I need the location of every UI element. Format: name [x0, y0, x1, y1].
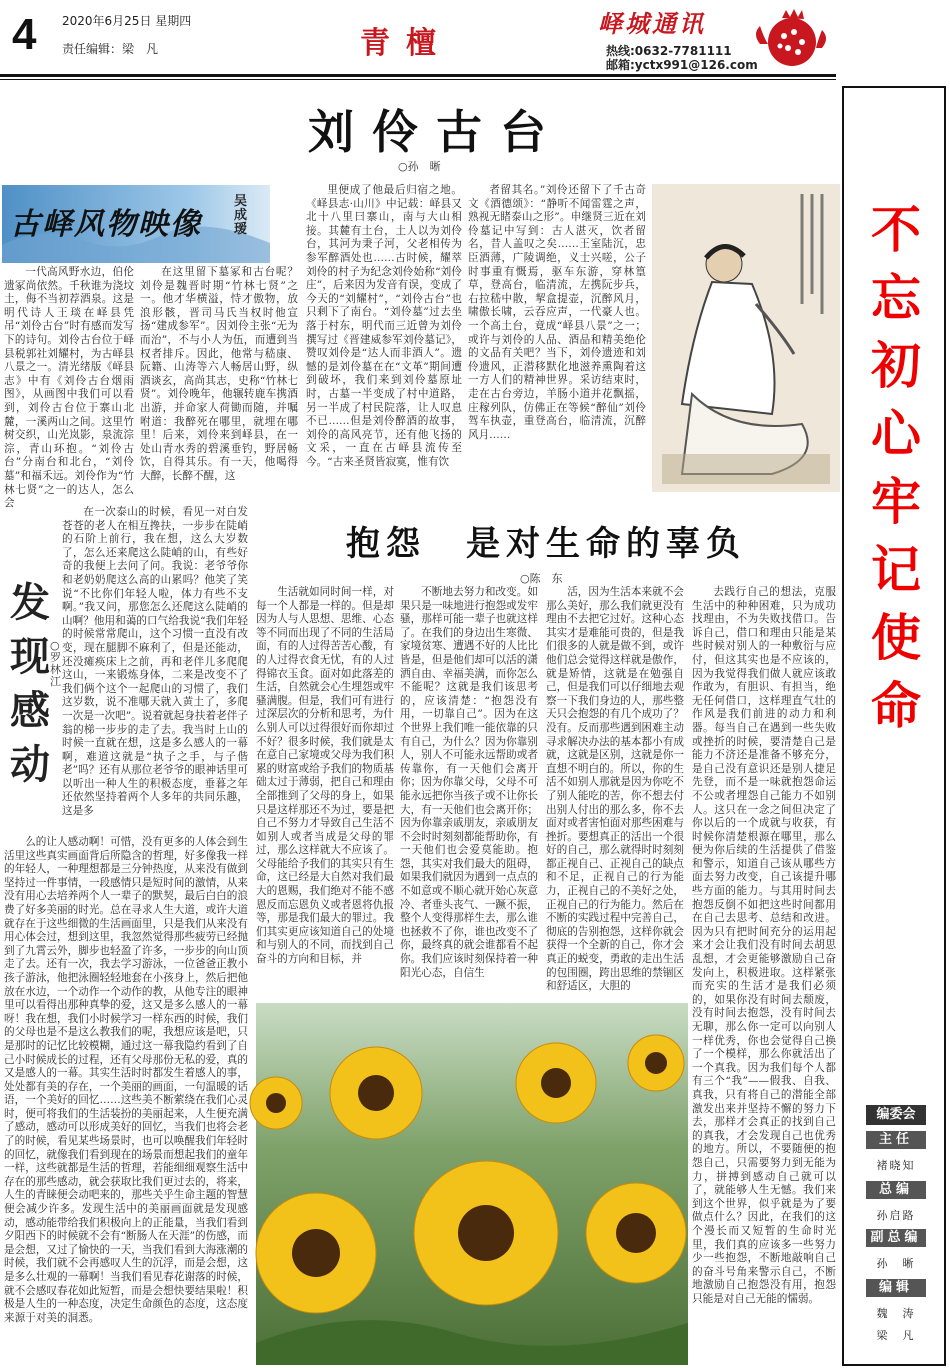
page-number: 4 — [12, 10, 37, 59]
article3-author: ○陈 东 — [520, 572, 563, 585]
article1-author: ○孙 晰 — [398, 160, 441, 173]
sunflower-photo — [256, 1003, 688, 1365]
editorial-board-heading: 编委会 — [866, 1105, 926, 1125]
email: 邮箱:yctx991@126.com — [606, 58, 758, 72]
sunflower-field-icon — [256, 1003, 688, 1365]
responsible-editor: 责任编辑：梁 凡 — [62, 42, 159, 56]
article3-col2: 不断地去努力和改变。如果只是一味地进行抱怨或发牢骚，那样可能一辈子也就这样了。在我们的身边出生寒微、家境贫寒、遭遇不好的人比比皆是，但是他们却可以活的潇洒自由、幸福美满，而你怎么不能呢？这就是我们该思考的，应该清楚：“抱怨没有用，一切靠自己”。因为在这个世界上我们唯一能依靠的只有自己，为什么？因为你靠别人，别人不可能永远帮助或者传靠你，有一天他们会离开你；因为你靠父母，父母不可能永远把你当孩子或不让你长大，有一天他们也会离开你；因为你靠亲戚朋友，亲戚朋友不会时时刻刻都能帮助你，有一天他们也会爱莫能助。抱怨，其实对我们最大的阻碍，如果我们就因为遇到一点点的不如意或不顺心就开始心灰意冷、者垂头丧气、一蹶不振，整个人变得那样生去，那么谁也拯救不了你，谁也改变不了你，最终真的就会谁都看不起你。我们应该时刻保持着一种阳光心态，自信生 — [400, 586, 538, 979]
banner-text: 古峄风物映像 — [10, 207, 202, 242]
name-editor-1: 魏 涛 — [876, 1307, 916, 1320]
liu-ling-painting — [652, 184, 840, 492]
article1-col4: 者留其名。”刘伶还留下了千古奇文《酒德颂》：“静听不闻雷霆之声，熟视无睹泰山之形”。申继贤三近在刘伶墓记中写到：古人湛灭，饮者留名，昔人盖叹之矣……王室陆沉，忠臣酒薄，广陵调绝，义士兴嗟，公子时事重有慨焉，驱车东游，穿林篁草，登高台，临清流，左携阮步兵，右拉嵇中散，挈盒提壶，沉醉风月，啸傲长啸，云吞应声，一代豪人也。一个高土台，竟成“峄县八景”之一；或许与刘伶的人品、酒品和精美绝伦的文品有关吧？当下，刘伶遗迹和刘伶遗风，正潜移默化地滋养熏陶着这一方人们的精神世界。采访结束时，走在古台旁边，羊肠小道并花飘摇，庄稼列队，仿佛正在等候“醉仙”刘伶驾车执壶，重登高台，临清流，沉醉风月…… — [468, 184, 646, 441]
article2-title: 发 现 感 动 — [10, 580, 50, 788]
article2-author: ○罗林江 — [50, 639, 61, 688]
newspaper-masthead: 峄城通讯 — [598, 9, 706, 38]
role-editors: 编辑 — [866, 1279, 926, 1297]
article3-col3: 活，因为生活本来就不会那么美好，那么我们就更没有理由不去把它过好。这种心态其实才是难能可贵的，但是我们很多的人就是做不到，或许他们总会觉得这样就是傲作，就是矫情，这就是在勉强自己，但是我们可以仔细地去观察一下我们身边的人，那些整天只会抱怨的有几个成功了？没有。反而那些遇到困难主动寻求解决办法的基本都小有成就，这就是区别，这就是你一直想不明白的。所以，你的生活不如别人那就是因为你吃不了别人能吃的苦，你不想去付出别人付出的那么多，你不去面对或者害怕面对那些困难与挫折。要想真正的活出一个很好的自己，那么就得时时刻刻都正视自己、正视自己的缺点和不足，正视自己的行为能力，正视自己的不美好之处，正视自己的行为能力。然后在不断的实践过程中完善自己，彻底的告别抱怨，这样你就会获得一个全新的自己，你才会真正的蜕变，勇敢的走出生活的包围圈，跨出思维的禁锢区和舒适区，大胆的 — [546, 586, 684, 993]
issue-date: 2020年6月25日 星期四 — [62, 14, 192, 28]
article1-col1: 一代高风野水边，伯伦遗冢尚依然。千秋谁为浇坟土，侮不当初荐酒泉。这是明代诗人王琰在峄县凭吊“刘伶古台”时有感而发写下的诗句。刘伶古台位于峄县税郭社刘耀村，为古峄县八景之一。清光绪版《峄县志》中有《刘伶古台烟雨图》，从画图中我们可以看到，刘伶古台位于寨山北麓，一溪两山之间。这里竹树交织，山光岚影，泉流淙淙，青山环抱。“刘伶古台”分南台和北台，“刘伶墓”和福禾远。刘伶作为“竹林七贤”之一的达人，怎么会 — [4, 266, 134, 510]
header-rule — [0, 74, 836, 77]
pomegranate-logo-icon — [752, 4, 830, 72]
name-deputy-chief: 孙 晰 — [876, 1257, 916, 1270]
banner-signature: 吴成瑷 — [234, 194, 248, 237]
role-director: 主任 — [866, 1131, 926, 1149]
role-deputy-chief: 副总编 — [866, 1229, 926, 1247]
article3-title: 抱怨 是对生命的辜负 — [346, 524, 746, 564]
article1-col3: 里便成了他最后归宿之地。《峄县志·山川》中记载：峄县又北十八里曰寨山，南与大山相接。其麓有土台，土人以为刘伶台，其河为秉子河，父老相传为参军醉酒处也……古时候，耀萃刘伶的村子为纪念刘伶始称“刘伶庄”，后来因为发音有误，变成了今天的“刘耀村”，“刘伶古台”也只剩下了南台。“刘伶墓”过去坐落于村东，明代而三近曾为刘伶撰写过《晋建威参军刘伶墓记》，赞叹刘伶是“达人而非酒人”。遗憾的是刘伶墓在在“文革”期间遭到破坏，我们来到刘伶墓原址时，古墓一半变成了村中道路，另一半成了村民院落，让人叹息不已……但是刘伶醉酒的故事，刘伶的高风亮节，还有他飞扬的文采，一直在古峄县流传至今。“古来圣贤皆寂寞，惟有饮 — [306, 184, 462, 468]
header-rule-thin — [0, 79, 836, 80]
name-director: 褚晓知 — [876, 1159, 916, 1172]
article2-col-top: 在一次泰山的时候，看见一对白发苍苍的老人在相互搀扶，一步步在陡峭的石阶上前行，我在想，这么大岁数了，怎么还来爬这么陡峭的山，有些好奇的我便上去问了问。我说：老爷爷你和老奶奶爬这么高的山累吗？他笑了笑说“不比你们年轻人啦，体力有些不支啊。”我又问，那您怎么还爬这么陡峭的山啊？他用和蔼的口气给我说“我们年轻的时候常常爬山，这个习惯一直没有改变，现在腿脚不麻利了，但是还能动，还没瘫痪床上之前，再和老伴儿多爬爬这山，一来锻炼身体，二来是改变不了我们俩个这个一起爬山的习惯了，我们这岁数，说不准哪天就入黄土了，多爬一次是一次吧”。说着就起身扶着老伴子翁的梯一步步的走了去。我当时上山的时候一直就在想，这是多么感人的一幕啊，难道这就是“执子之手，与子偕老”吗？还有从那位老爷爷的眼神话里可以听出一种人生的积极态度，垂暮之年还依然坚持着两个人多年的共同乐趣，这是多 — [62, 506, 248, 818]
hotline: 热线:0632-7781111 — [606, 44, 732, 58]
article1-title: 刘伶古台 — [308, 105, 564, 159]
article3-col4: 去践行自己的想法，克服生活中的种种困难，只为成功找理由，不为失败找借口。告诉自己，借口和理由只能是某些时候对别人的一种敷衍与应付，但这其实也是不应该的，因为我觉得我们做人就应该敢作敢为，有胆识、有担当，绝无任何借口，这样理直气壮的作风是我们前进的动力和利器。每当自己在遇到一些失败或挫折的时候，要清楚自己是能力不济还是准备不够充分，是自己没有意识还是别人捷足先登，而不是一味就抱怨命运不公或者埋怨自己能力不如别人。这只在一念之间但决定了你以后的一个成就与收获，有时候你清楚根源在哪里，那么便为你后续的生活提供了借鉴和警示，知道自己该从哪些方面去努力改变，自己该提升哪些方面的能力。与其用时间去抱怨反倒不如把这些时间都用在自己去思考、总结和改进。因为只有把时间充分的运用起来才会让我们没有时间去胡思乱想，才会更能够激励自己奋发向上，积极进取。这样紧张而充实的生活才是我们必须的，如果你没有时间去颓废，没有时间去抱怨，没有时间去无聊，那么你一定可以向别人一样优秀，你也会觉得自己换了一个模样，那么你就活出了一个真我。因为我们每个人都有三个“我”——假我、自我、真我，只有将自己的潜能全部激发出来并坚持不懈的努力下去，那样才会真正的找到自己的真我，才会发现自己也优秀的地方。所以，不要随便的抱怨自己，只需要努力到无能为力，拼搏到感动自己就可以了，就能够人生无憾。我们来到这个世界，似乎就是为了要做点什么？因此，在我们的这个漫长而又短暂的生命时光里，我们真的应该多一些努力少一些抱怨，不断地敲响自己的奋斗号角来警示自己，不断地激励自己抱怨没有用，抱怨只能是对自己无能的懦弱。 — [692, 586, 836, 1305]
name-editor-in-chief: 孙启路 — [876, 1209, 916, 1222]
article3-col1: 生活就如同时间一样，对每一个人都是一样的。但是却因为人与人思想、思维、心态等不同而出现了不同的生活局面，有的人过得苦苦心酸，有的人过得衣食无忧，有的人过得锦衣玉食。面对如此落差的生活，自然就会心生埋怨或牢骚满腹。但是，我们可有进行过深层次的分析和思考，为什么别人可以过得很好而你却过不好？很多时候，我们就是太在意自己家境或父母为我们积累的财富或给予我们的物质基础太过于薄弱，把自己和理由全部推到了父母的身上，如果只是这样那还不为过，要是把自己不努力才导致自己生活不如别人或者当成是父母的罪过，那么这样就大不应该了。父母能给予我们的其实只有生命，这已经是大自然对我们最大的恩赐，我们绝对不能不感恩反而忘恩负义或者恩将仇报等，那是我们最大的罪过。我们其实更应该知道自己的处境和与别人的不同，而找到自己奋斗的方向和目标，并 — [256, 586, 394, 966]
role-editor-in-chief: 总编 — [866, 1181, 926, 1199]
slogan-vertical: 不 忘 初 心 牢 记 使 命 — [871, 201, 921, 735]
section-title: 青檀 — [360, 26, 452, 61]
article2-col-bottom: 么的让人感动啊！可惜，没有更多的人体会到生活里这些真实画面背后所隐含的哲理，好多像我一样的年轻人，一种理想都是三分钟热度，从来没有做到坚持过一件事情，一段感情只是短时间的激情，从来没有用心去培养两个人一辈子的默契，最后白白的浪费了好多美丽的时光。总在寻求人生大道，或许大道就存在于这些细微的生活画面里，只是我们从来没有用心体会过，想到这里，我忽然觉得那些疲劳已经抛到了九霄云外，脚步也轻盈了许多，一步步的向山顶走了去。还有一次，我去学习游泳，一位爸爸正教小孩子游泳，他把泳圈轻轻地套在小孩身上，然后把他放在水边，一个动作一个动作的教，从他专注的眼神里可以看得出那种真挚的爱，这又是多么感人的一幕呀！我在想，我们小时候学习一样东西的时候，我们的父母也是不是这么教我们的呢，我想应该是吧，只是那时的记忆比较模糊，通过这一幕我隐约看到了自己小时候成长的过程，还有父母那份无私的爱，真的又是感人的一幕。其实生活时时都发生着感人的事，处处都有美的存在，一个美丽的画面，一句温暖的话语，一个美好的回忆……这些美不断萦绕在我们心灵时，便可将我们的生活装扮的美丽起来，人生便充满了感动，感动可以形成美好的回忆，当我们也将会老了的时候，看见某些场景时，也可以唤醒我们年轻时的回忆，就像我们看到现在的场景而想起我们的童年一样，这些就都是生活的哲理，若能细细观察生活中存在的那些感动，就会获取比我们更过去的，将来，人生的青睐便会动吧来的，那些关乎生命主题的智慧便会减少许多。发现生活中的美丽画面就是发现感动，感动能带给我们积极向上的正能量，当我们看到夕阳西下的时候就不会有“断肠人在天涯”的伤感，而是会想，又过了愉快的一天，当我们看到大海涨潮的时候，我们就不会再感叹人生的沉浮，而是会想，这是多么壮观的一幕啊！当我们看见春花谢落的时候，就不会感叹春花如此短暂，而是会想快要结果啦！积极是人生的一种态度，决定生命颜色的态度，这态度来源于对美的洞悉。 — [4, 836, 248, 1324]
banner-image — [2, 185, 270, 263]
article1-col2: 在这里留下墓冢和古台呢？刘伶是魏晋时期“竹林七贤”之一。他才华横溢，恃才傲物，放浪形骸，晋司马氏当权时他宣扬“建成参军”。因刘伶主张“无为而治”，不与小人为伍，而遭到当权者排斥。因此，他常与嵇康、阮籍、山涛等六人畅居山野，纵酒谈玄，高尚其志，史称“竹林七贤”。刘伶晚年，他辗转鹿车携酒出游，并命家人荷锄而随，并嘱咐道：我醉死在哪里，就埋在哪里！后来，刘伶来到峄县，在一处山青水秀的碧溪垂钓，野居畅饮，自得其乐。有一天，他喝得大醉，长醉不醒，这 — [140, 266, 298, 482]
name-editor-2: 梁 凡 — [876, 1329, 916, 1342]
seated-sage-icon — [652, 184, 840, 492]
